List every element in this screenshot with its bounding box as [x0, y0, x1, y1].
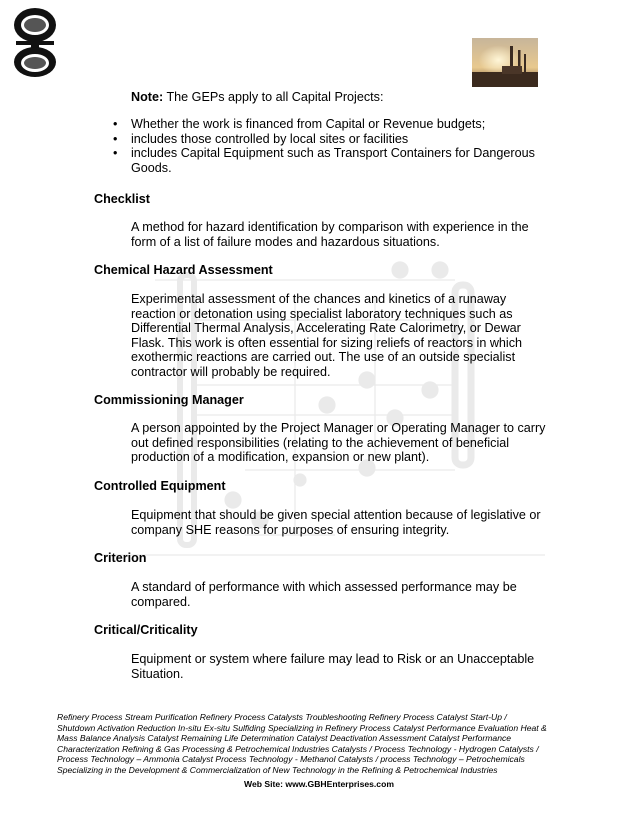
list-item: • Whether the work is financed from Capital or Revenue budgets; — [113, 117, 553, 132]
term-criterion: Criterion — [94, 551, 147, 565]
term-commissioning-manager: Commissioning Manager — [94, 393, 244, 407]
refinery-photo — [472, 38, 538, 87]
definition-checklist: A method for hazard identification by comparison with experience in the form of a list of failure modes and hazardous situations. — [131, 220, 529, 249]
definition-critical-criticality: Equipment or system where failure may lead to Risk or an Unacceptable Situation. — [131, 652, 535, 681]
note-text: The GEPs apply to all Capital Projects: — [163, 90, 384, 104]
footer-services-text: Refinery Process Stream Purification Refinery Process Catalysts Troubleshooting Refinery Process Catalyst Start-Up / Shutdown Activation Reduction In-situ Ex-situ Sulfiding Specializing in Refinery Process Catalyst Performance Evaluation Heat & Mass Balance Analysis Catalyst Remaining Life Determination Catalyst Deactivation Assessment Catalyst Performance Characterization Refining & Gas Processing & Petrochemical Industries Catalysts / Process Technology - Hydrogen Catalysts / Process Technology – Ammonia Catalyst Process Technology - Methanol Catalysts / process Technology – Petrochemicals Specializing in the Development & Commercialization of New Technology in the Refining & Petrochemical Industries — [57, 712, 547, 775]
definition-commissioning-manager: A person appointed by the Project Manager or Operating Manager to carry out defined responsibilities (relating to the achievement of beneficial production of a modification, expansion or new plant). — [131, 421, 546, 465]
list-item: • includes Capital Equipment such as Transport Containers for Dangerous Goods. — [113, 146, 553, 175]
definition-controlled-equipment: Equipment that should be given special attention because of legislative or company SHE reasons for purposes of ensuring integrity. — [131, 508, 541, 537]
company-logo — [12, 6, 58, 78]
definition-chemical-hazard-assessment: Experimental assessment of the chances and kinetics of a runaway reaction or detonation using specialist laboratory techniques such as Differential Thermal Analysis, Accelerating Rate Calorimetry, or Dewar Flask. This work is often essential for sizing reliefs of reactors in which exothermic reactions are carried out. The use of an outside specialist contractor will probably be required. — [131, 292, 523, 379]
scope-bullet-list — [113, 117, 553, 175]
term-chemical-hazard-assessment: Chemical Hazard Assessment — [94, 263, 273, 277]
note-label: Note: — [131, 90, 164, 104]
term-controlled-equipment: Controlled Equipment — [94, 479, 226, 493]
footer-website: Web Site: www.GBHEnterprises.com — [244, 779, 394, 789]
definition-criterion: A standard of performance with which assessed performance may be compared. — [131, 580, 517, 609]
note-line — [131, 90, 383, 105]
list-item: • includes those controlled by local sites or facilities — [113, 132, 553, 147]
term-checklist: Checklist — [94, 192, 150, 206]
term-critical-criticality: Critical/Criticality — [94, 623, 198, 637]
